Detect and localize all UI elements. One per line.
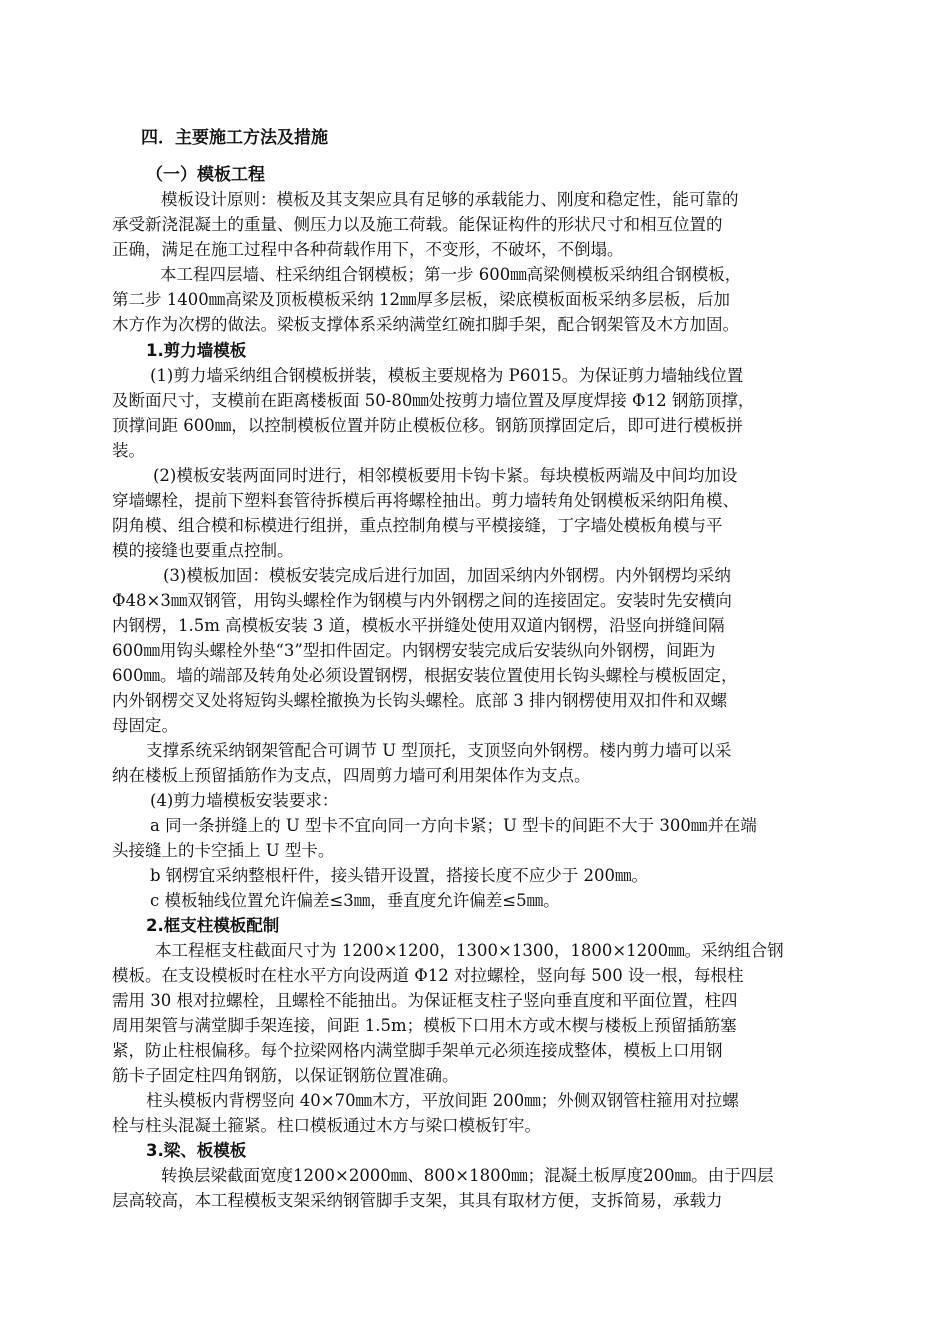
paragraph-line: (2)模板安装两面同时进行，相邻模板要用卡钩卡紧。每块模板两端及中间均加设 [153, 466, 738, 485]
paragraph-line: 纳在楼板上预留插筋作为支点，四周剪力墙可利用架体作为支点。 [112, 766, 591, 785]
paragraph-line: 模板。在支设模板时在柱水平方向设两道 Φ12 对拉螺栓，竖向每 500 设一根，每根柱 [112, 966, 744, 985]
paragraph-line: (3)模板加固：模板安装完成后进行加固，加固采纳内外钢楞。内外钢楞均采纳 [163, 566, 731, 585]
heading-beam-slab: 3.梁、板模板 [146, 1141, 247, 1160]
paragraph-line: Φ48×3㎜双钢管，用钩头螺栓作为钢模与内外钢楞之间的连接固定。安装时先安横向 [112, 591, 732, 610]
paragraph-line: 木方作为次楞的做法。梁板支撑体系采纳满堂红碗扣脚手架，配合钢架管及木方加固。 [112, 315, 739, 334]
paragraph-line: 及断面尺寸，支模前在距离楼板面 50-80㎜处按剪力墙位置及厚度焊接 Φ12 钢筋顶撑， [112, 391, 755, 410]
paragraph-line: 需用 30 根对拉螺栓，且螺栓不能抽出。为保证框支柱子竖向垂直度和平面位置，柱四 [112, 991, 738, 1010]
paragraph-line: 层高较高，本工程模板支架采纳钢管脚手支架，其具有取材方便，支拆简易，承载力 [112, 1191, 723, 1210]
section-title: 四．主要施工方法及措施 [141, 128, 328, 148]
paragraph-line: 穿墙螺栓，提前下塑料套管待拆模后再将螺栓抽出。剪力墙转角处钢模板采纳阳角模、 [112, 491, 739, 510]
paragraph-line: 内钢楞，1.5m 高模板安装 3 道，模板水平拼缝处使用双道内钢楞，沿竖向拼缝间隔 [112, 616, 725, 635]
paragraph-line: 转换层梁截面宽度1200×2000㎜、800×1800㎜；混凝土板厚度200㎜。由于四层 [161, 1166, 774, 1185]
paragraph-line: 支撑系统采纳钢架管配合可调节 U 型顶托，支顶竖向外钢楞。楼内剪力墙可以采 [146, 741, 732, 760]
heading-shear-wall: 1.剪力墙模板 [146, 341, 247, 360]
paragraph-line: 本工程框支柱截面尺寸为 1200×1200，1300×1300，1800×1200㎜。采纳组合钢 [155, 941, 784, 960]
paragraph-line: 紧，防止柱根偏移。每个拉梁网格内满堂脚手架单元必须连接成整体，模板上口用钢 [112, 1041, 723, 1060]
paragraph-line: 模板设计原则：模板及其支架应具有足够的承载能力、刚度和稳定性，能可靠的 [161, 190, 739, 209]
paragraph-line: 阴角模、组合模和标模进行组拼，重点控制角模与平模接缝，丁字墙处模板角模与平 [112, 516, 723, 535]
paragraph-line: 600㎜用钩头螺栓外垫“3”型扣件固定。内钢楞安装完成后安装纵向外钢楞，间距为 [112, 641, 716, 660]
paragraph-line: 装。 [112, 441, 145, 460]
paragraph-line: 筋卡子固定柱四角钢筋，以保证钢筋位置准确。 [112, 1066, 459, 1085]
paragraph-line: 内外钢楞交叉处将短钩头螺栓撤换为长钩头螺栓。底部 3 排内钢楞使用双扣件和双螺 [112, 691, 727, 710]
paragraph-line: 栓与柱头混凝土箍紧。柱口模板通过木方与梁口模板钉牢。 [112, 1116, 541, 1135]
paragraph-line: 头接缝上的卡空插上 U 型卡。 [112, 841, 335, 860]
list-item-c: c 模板轴线位置允许偏差≤3㎜，垂直度允许偏差≤5㎜。 [150, 891, 560, 910]
paragraph-line: 600㎜。墙的端部及转角处必须设置钢楞，根据安装位置使用长钩头螺栓与模板固定， [112, 666, 738, 685]
paragraph-line: 顶撑间距 600㎜，以控制模板位置并防止模板位移。钢筋顶撑固定后，即可进行模板拼 [112, 416, 743, 435]
heading-column-formwork: 2.框支柱模板配制 [146, 916, 280, 935]
subsection-title: （一）模板工程 [146, 165, 265, 185]
paragraph-line: 模的接缝也要重点控制。 [112, 541, 294, 560]
list-item-b: b 钢楞宜采纳整根杆件，接头错开设置，搭接长度不应少于 200㎜。 [150, 866, 649, 885]
paragraph-line: 母固定。 [112, 716, 178, 735]
paragraph-line: 正确，满足在施工过程中各种荷载作用下，不变形，不破坏，不倒塌。 [112, 240, 624, 259]
paragraph-line: 第二步 1400㎜高梁及顶板模板采纳 12㎜厚多层板，梁底模板面板采纳多层板，后加 [112, 290, 730, 309]
paragraph-line: (4)剪力墙模板安装要求： [150, 791, 339, 810]
paragraph-line: 柱头模板内背楞竖向 40×70㎜木方，平放间距 200㎜；外侧双钢管柱箍用对拉螺 [146, 1091, 739, 1110]
paragraph-line: 周用架管与满堂脚手架连接，间距 1.5m；模板下口用木方或木楔与楼板上预留插筋塞 [112, 1016, 737, 1035]
paragraph-line: 承受新浇混凝土的重量、侧压力以及施工荷载。能保证构件的形状尺寸和相互位置的 [112, 215, 723, 234]
paragraph-line: (1)剪力墙采纳组合钢模板拼装，模板主要规格为 P6015。为保证剪力墙轴线位置 [150, 366, 744, 385]
paragraph-line: 本工程四层墙、柱采纳组合钢模板；第一步 600㎜高梁侧模板采纳组合钢模板， [160, 265, 742, 284]
list-item-a: a 同一条拼缝上的 U 型卡不宜向同一方向卡紧；U 型卡的间距不大于 300㎜并在端 [150, 816, 757, 835]
